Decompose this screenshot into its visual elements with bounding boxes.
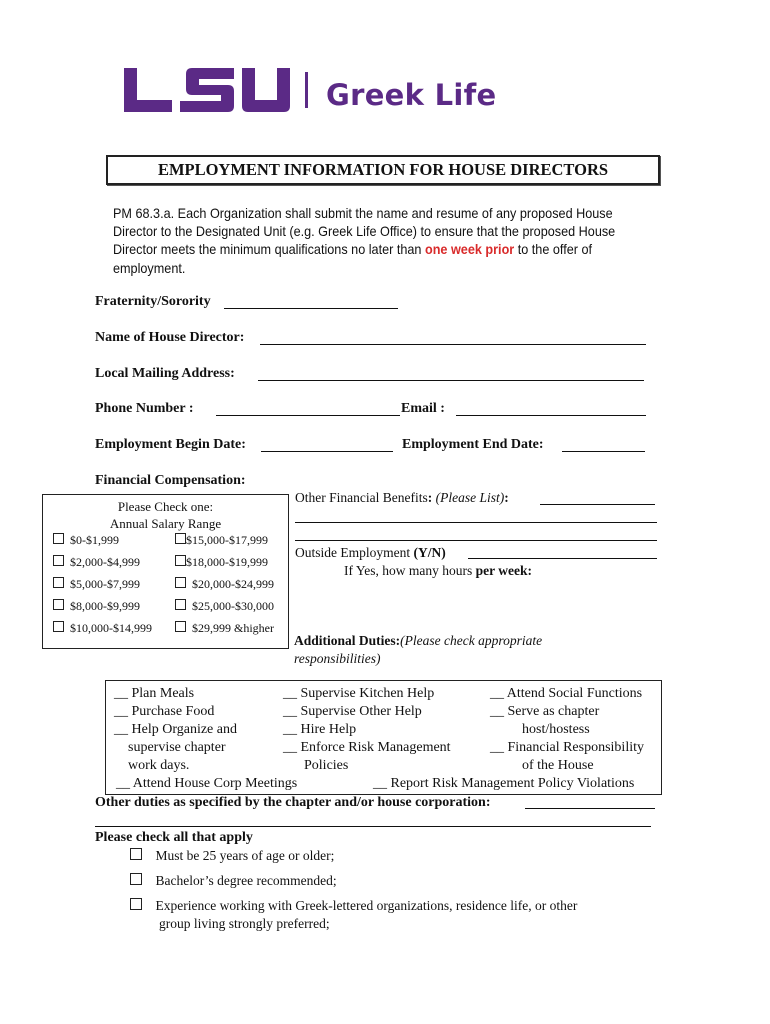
outside-yn: (Y/N) xyxy=(413,545,446,560)
qualification-degree: Bachelor’s degree recommended; xyxy=(155,873,337,888)
salary-option[interactable] xyxy=(175,533,268,548)
duty-hire-help[interactable]: __ Hire Help xyxy=(283,722,357,737)
policy-text: PM 68.3.a. Each Organization shall submit the name and resume of any proposed House Director to the Designated Unit (e.g. Greek Life Office) to ensure that the proposed House Director meets the minimum qualifications no later than xyxy=(113,206,616,258)
policy-paragraph xyxy=(113,205,634,278)
additional-duties-hint-line2 xyxy=(294,651,381,667)
checkbox[interactable] xyxy=(53,533,64,544)
salary-option[interactable] xyxy=(53,599,140,614)
salary-option-label: $5,000-$7,999 xyxy=(70,577,140,591)
duty-enforce-risk[interactable]: __ Enforce Risk Management xyxy=(283,740,451,755)
salary-option-label: $0-$1,999 xyxy=(70,533,119,547)
lsu-logo xyxy=(124,68,290,112)
benefits-field[interactable] xyxy=(540,504,655,505)
phone-label: Phone Number : xyxy=(95,401,194,416)
outside-employment-field[interactable] xyxy=(468,558,657,559)
benefits-colon: : xyxy=(427,490,433,505)
salary-option[interactable] xyxy=(175,621,274,636)
duty-supervise-kitchen[interactable]: __ Supervise Kitchen Help xyxy=(283,686,435,701)
qualification-experience: Experience working with Greek-lettered organizations, residence life, or other xyxy=(155,898,578,913)
benefits-hint: (Please List) xyxy=(435,490,505,505)
deadline-highlight: one week prior xyxy=(424,242,515,258)
mailing-address-label: Local Mailing Address: xyxy=(95,366,235,381)
salary-option[interactable] xyxy=(175,599,274,614)
salary-heading: Annual Salary Range xyxy=(109,516,222,531)
checkbox[interactable] xyxy=(130,898,142,910)
logo-divider xyxy=(305,72,308,108)
benefits-hint-colon: : xyxy=(504,490,509,505)
salary-instruction: Please Check one: xyxy=(117,499,214,514)
director-name-field[interactable] xyxy=(260,344,646,345)
duty-financial-cont: of the House xyxy=(522,758,594,773)
end-date-field[interactable] xyxy=(562,451,645,452)
qualification-experience-cont: group living strongly preferred; xyxy=(159,916,330,931)
qualifications-heading: Please check all that apply xyxy=(95,830,253,845)
qualification-age: Must be 25 years of age or older; xyxy=(155,848,335,863)
salary-option[interactable] xyxy=(53,577,140,592)
checkbox[interactable] xyxy=(175,533,186,544)
fraternity-field[interactable] xyxy=(224,308,398,309)
end-date-label: Employment End Date: xyxy=(402,437,544,452)
outside-label-text: Outside Employment xyxy=(295,545,411,560)
salary-option-label: $10,000-$14,999 xyxy=(70,621,152,635)
benefits-field-line[interactable] xyxy=(295,540,657,541)
qualification-item[interactable] xyxy=(130,873,337,889)
salary-option-label: $20,000-$24,999 xyxy=(192,577,274,591)
checkbox[interactable] xyxy=(53,577,64,588)
duty-attend-house-corp[interactable]: __ Attend House Corp Meetings xyxy=(116,776,298,791)
duty-serve-host[interactable]: __ Serve as chapter xyxy=(490,704,600,719)
other-duties-field[interactable] xyxy=(525,808,655,809)
duty-supervise-other[interactable]: __ Supervise Other Help xyxy=(283,704,422,719)
duty-serve-host-cont: host/hostess xyxy=(522,722,590,737)
outside-employment-label xyxy=(295,545,446,561)
salary-option[interactable] xyxy=(53,621,152,636)
email-field[interactable] xyxy=(456,415,646,416)
salary-option-label: $15,000-$17,999 xyxy=(186,533,268,547)
checkbox[interactable] xyxy=(175,577,186,588)
benefits-label xyxy=(295,490,509,506)
checkbox[interactable] xyxy=(53,599,64,610)
policy-text-end: to the offer of employment. xyxy=(113,242,593,276)
hours-bold: per week: xyxy=(475,563,532,578)
duties-box xyxy=(105,680,662,795)
begin-date-field[interactable] xyxy=(261,451,393,452)
financial-label: Financial Compensation: xyxy=(95,473,246,488)
salary-option-label: $2,000-$4,999 xyxy=(70,555,140,569)
title-box xyxy=(106,155,660,185)
duty-purchase-food[interactable]: __ Purchase Food xyxy=(114,704,215,719)
begin-date-label: Employment Begin Date: xyxy=(95,437,246,452)
salary-option[interactable] xyxy=(175,555,268,570)
salary-option-label: $25,000-$30,000 xyxy=(192,599,274,613)
salary-option-label: $29,999 &higher xyxy=(192,621,274,635)
duties-column-2 xyxy=(283,685,451,775)
qualification-item[interactable] xyxy=(130,898,577,914)
duties-column-1 xyxy=(114,685,237,775)
checkbox[interactable] xyxy=(175,621,186,632)
qualification-item[interactable] xyxy=(130,848,334,864)
checkbox[interactable] xyxy=(175,555,186,566)
checkbox[interactable] xyxy=(130,848,142,860)
checkbox[interactable] xyxy=(130,873,142,885)
checkbox[interactable] xyxy=(53,555,64,566)
duty-help-organize-cont2: work days. xyxy=(128,758,190,773)
duties-column-3 xyxy=(490,685,644,775)
additional-duties-hint2: responsibilities) xyxy=(294,651,381,666)
unit-name: Greek Life xyxy=(326,78,497,112)
benefits-field-line[interactable] xyxy=(295,522,657,523)
checkbox[interactable] xyxy=(175,599,186,610)
salary-range-box xyxy=(42,494,289,649)
fraternity-label: Fraternity/Sorority xyxy=(95,294,211,309)
email-label: Email : xyxy=(401,401,445,416)
page-title: EMPLOYMENT INFORMATION FOR HOUSE DIRECTORS xyxy=(157,160,609,179)
duty-help-organize-cont: supervise chapter xyxy=(128,740,226,755)
other-duties-field-line[interactable] xyxy=(95,826,651,827)
salary-option-label: $8,000-$9,999 xyxy=(70,599,140,613)
duty-report-risk[interactable]: __ Report Risk Management Policy Violations xyxy=(373,776,635,791)
hours-prefix: If Yes, how many hours xyxy=(344,563,473,578)
salary-option-label: $18,000-$19,999 xyxy=(186,555,268,569)
salary-option[interactable] xyxy=(53,533,119,548)
director-name-label: Name of House Director: xyxy=(95,330,245,345)
phone-field[interactable] xyxy=(216,415,400,416)
salary-option[interactable] xyxy=(175,577,274,592)
duty-financial[interactable]: __ Financial Responsibility xyxy=(490,740,644,755)
additional-duties-heading: Additional Duties: xyxy=(294,633,401,648)
duty-plan-meals[interactable]: __ Plan Meals xyxy=(114,686,195,701)
benefits-label-text: Other Financial Benefits xyxy=(295,490,428,505)
hours-per-week-label xyxy=(344,563,532,579)
checkbox[interactable] xyxy=(53,621,64,632)
mailing-address-field[interactable] xyxy=(258,380,644,381)
other-duties-label: Other duties as specified by the chapter and/or house corporation: xyxy=(95,795,491,810)
additional-duties-hint: (Please check appropriate xyxy=(400,633,543,648)
salary-option[interactable] xyxy=(53,555,140,570)
duty-enforce-risk-cont: Policies xyxy=(304,758,349,773)
duty-attend-social[interactable]: __ Attend Social Functions xyxy=(490,686,643,701)
duty-help-organize[interactable]: __ Help Organize and xyxy=(114,722,237,737)
additional-duties-label xyxy=(294,633,542,649)
